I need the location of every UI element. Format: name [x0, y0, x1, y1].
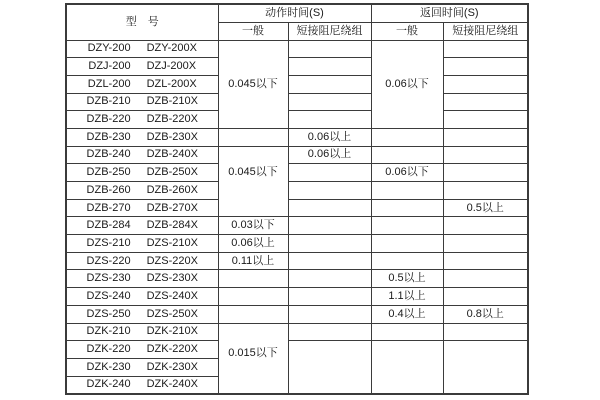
cell-return-general — [371, 323, 443, 341]
cell-model — [66, 358, 218, 376]
model-code: DZL-200 — [87, 77, 131, 90]
model-code-x: DZS-240X — [146, 289, 198, 302]
cell-return-general — [371, 217, 443, 235]
model-code: DZK-230 — [86, 360, 131, 373]
cell-return-general: 0.06以下 — [371, 40, 443, 128]
cell-model — [66, 288, 218, 306]
cell-action-general: 0.03以下 — [218, 217, 288, 235]
cell-action-damping — [288, 40, 371, 58]
relay-timing-table — [65, 3, 529, 395]
cell-model — [66, 341, 218, 359]
model-code-x: DZL-200X — [146, 77, 197, 90]
table-header — [66, 4, 528, 40]
cell-action-general: 0.045以下 — [218, 40, 288, 128]
cell-model — [66, 252, 218, 270]
cell-return-damping — [443, 75, 528, 93]
cell-action-damping — [288, 235, 371, 253]
model-code-x: DZS-210X — [146, 236, 198, 249]
cell-return-general — [371, 182, 443, 200]
cell-return-damping — [443, 288, 528, 306]
cell-action-damping — [288, 305, 371, 323]
cell-model — [66, 235, 218, 253]
table-row — [66, 128, 528, 146]
cell-return-general — [371, 252, 443, 270]
cell-action-damping — [288, 58, 371, 76]
model-code: DZB-240 — [86, 148, 131, 161]
table-row — [66, 146, 528, 164]
cell-return-general — [371, 199, 443, 217]
model-code: DZK-210 — [86, 325, 131, 338]
cell-model — [66, 128, 218, 146]
cell-return-general: 1.1以上 — [371, 288, 443, 306]
cell-return-damping — [443, 128, 528, 146]
model-code-x: DZY-200X — [146, 42, 197, 55]
model-code-x: DZS-230X — [146, 272, 198, 285]
cell-action-general — [218, 128, 288, 146]
cell-action-damping — [288, 270, 371, 288]
cell-model — [66, 93, 218, 111]
cell-return-damping — [443, 93, 528, 111]
model-code-x: DZJ-200X — [146, 60, 197, 73]
table-row — [66, 75, 528, 93]
model-code-x: DZB-220X — [146, 113, 198, 126]
cell-model — [66, 323, 218, 341]
cell-model — [66, 270, 218, 288]
cell-return-damping — [443, 323, 528, 341]
model-code: DZB-230 — [86, 130, 131, 143]
model-code: DZK-220 — [86, 343, 131, 356]
cell-return-damping — [443, 341, 528, 394]
model-code-x: DZS-250X — [146, 307, 198, 320]
cell-action-general — [218, 270, 288, 288]
cell-return-damping — [443, 252, 528, 270]
cell-action-general — [218, 305, 288, 323]
cell-return-damping — [443, 235, 528, 253]
cell-return-damping — [443, 164, 528, 182]
model-code: DZK-240 — [86, 378, 131, 391]
cell-return-damping — [443, 270, 528, 288]
table-row — [66, 288, 528, 306]
cell-model — [66, 164, 218, 182]
model-code: DZS-230 — [86, 272, 131, 285]
header-row-groups — [66, 4, 528, 22]
model-code-x: DZB-230X — [146, 130, 198, 143]
model-code: DZB-250 — [86, 166, 131, 179]
header-action-time: 动作时间(S) — [218, 4, 371, 22]
cell-action-general: 0.06以上 — [218, 235, 288, 253]
model-code: DZJ-200 — [88, 60, 131, 73]
table-row — [66, 217, 528, 235]
cell-return-general — [371, 146, 443, 164]
model-code-x: DZB-240X — [146, 148, 198, 161]
cell-return-damping — [443, 111, 528, 129]
table-row — [66, 323, 528, 341]
model-code: DZS-220 — [86, 254, 131, 267]
model-code-x: DZS-220X — [146, 254, 198, 267]
model-code: DZS-210 — [86, 236, 131, 249]
cell-return-general — [371, 235, 443, 253]
cell-return-general — [371, 341, 443, 394]
cell-action-damping — [288, 164, 371, 182]
table-row — [66, 270, 528, 288]
cell-model — [66, 182, 218, 200]
header-model: 型 号 — [66, 4, 218, 40]
model-code: DZB-210 — [86, 95, 131, 108]
cell-return-damping — [443, 182, 528, 200]
table-row — [66, 40, 528, 58]
cell-model — [66, 58, 218, 76]
cell-return-damping — [443, 146, 528, 164]
table-row — [66, 341, 528, 359]
header-return-time: 返回时间(S) — [371, 4, 528, 22]
cell-action-damping — [288, 323, 371, 341]
table-row — [66, 252, 528, 270]
cell-model — [66, 75, 218, 93]
cell-return-general: 0.4以上 — [371, 305, 443, 323]
cell-action-damping — [288, 341, 371, 394]
table-row — [66, 164, 528, 182]
cell-action-damping — [288, 217, 371, 235]
model-code: DZB-220 — [86, 113, 131, 126]
table-row — [66, 182, 528, 200]
model-code-x: DZK-230X — [146, 360, 198, 373]
cell-model — [66, 217, 218, 235]
model-code: DZS-240 — [86, 289, 131, 302]
table-body — [66, 40, 528, 394]
model-code-x: DZB-270X — [146, 201, 198, 214]
cell-model — [66, 376, 218, 394]
header-return-general: 一般 — [371, 22, 443, 40]
cell-return-damping: 0.8以上 — [443, 305, 528, 323]
cell-action-general: 0.015以下 — [218, 323, 288, 394]
cell-return-damping — [443, 217, 528, 235]
cell-return-damping — [443, 40, 528, 58]
model-code-x: DZK-210X — [146, 325, 198, 338]
cell-action-damping — [288, 111, 371, 129]
cell-action-general: 0.11以上 — [218, 252, 288, 270]
cell-action-general — [218, 288, 288, 306]
cell-return-general: 0.06以下 — [371, 164, 443, 182]
table-row — [66, 305, 528, 323]
cell-return-general: 0.5以上 — [371, 270, 443, 288]
cell-action-damping — [288, 199, 371, 217]
header-return-damping: 短接阻尼绕组 — [443, 22, 528, 40]
model-code: DZB-260 — [86, 183, 131, 196]
cell-return-general — [371, 128, 443, 146]
cell-action-damping: 0.06以上 — [288, 146, 371, 164]
header-action-general: 一般 — [218, 22, 288, 40]
cell-action-damping — [288, 93, 371, 111]
table-row — [66, 93, 528, 111]
cell-action-damping — [288, 252, 371, 270]
table-row — [66, 199, 528, 217]
cell-action-general: 0.045以下 — [218, 146, 288, 217]
cell-return-damping: 0.5以上 — [443, 199, 528, 217]
model-code-x: DZK-240X — [146, 378, 198, 391]
cell-return-damping — [443, 58, 528, 76]
model-code-x: DZB-210X — [146, 95, 198, 108]
cell-model — [66, 146, 218, 164]
header-action-damping: 短接阻尼绕组 — [288, 22, 371, 40]
cell-model — [66, 305, 218, 323]
model-code-x: DZK-220X — [146, 343, 198, 356]
cell-action-damping — [288, 75, 371, 93]
table-row — [66, 111, 528, 129]
cell-action-damping — [288, 182, 371, 200]
model-code: DZB-284 — [86, 219, 131, 232]
cell-model — [66, 40, 218, 58]
cell-action-damping: 0.06以上 — [288, 128, 371, 146]
model-code-x: DZB-260X — [146, 183, 198, 196]
cell-model — [66, 111, 218, 129]
model-code: DZY-200 — [87, 42, 131, 55]
model-code-x: DZB-250X — [146, 166, 198, 179]
table-row — [66, 58, 528, 76]
cell-model — [66, 199, 218, 217]
cell-action-damping — [288, 288, 371, 306]
model-code-x: DZB-284X — [146, 219, 198, 232]
table-row — [66, 235, 528, 253]
model-code: DZB-270 — [86, 201, 131, 214]
model-code: DZS-250 — [86, 307, 131, 320]
